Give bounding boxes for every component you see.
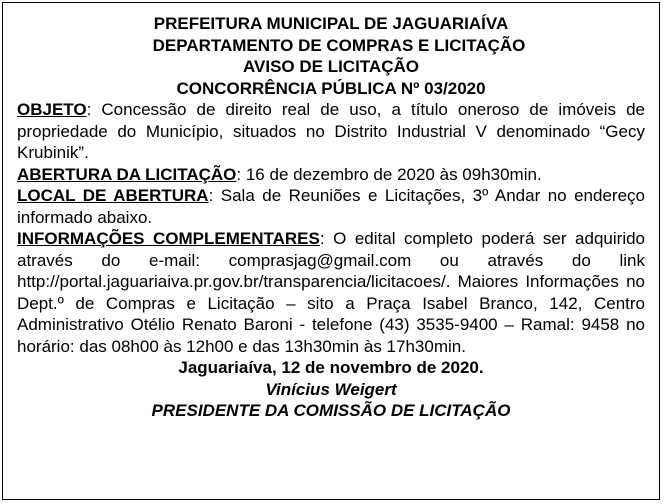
objeto-label: OBJETO [17, 100, 87, 119]
abertura-label: ABERTURA DA LICITAÇÃO [17, 164, 237, 184]
header-municipality: PREFEITURA MUNICIPAL DE JAGUARIAÍVA [153, 14, 509, 33]
local-label: LOCAL DE ABERTURA [17, 186, 209, 205]
signer-role: PRESIDENTE DA COMISSÃO DE LICITAÇÃO [151, 401, 511, 420]
header-notice-title: AVISO DE LICITAÇÃO [243, 57, 419, 76]
header-department: DEPARTAMENTO DE COMPRAS E LICITAÇÃO [152, 35, 526, 55]
informacoes-paragraph [17, 228, 645, 357]
objeto-text: : Concessão de direito real de uso, a título oneroso de imóveis de propriedade do Município, situados no Distrito Industrial V denominado “Gecy Krubinik”. [17, 100, 645, 162]
header-bid-number: CONCORRÊNCIA PÚBLICA Nº 03/2020 [176, 78, 486, 98]
local-paragraph [17, 185, 645, 228]
abertura-text: : 16 de dezembro de 2020 às 09h30min. [236, 164, 542, 184]
objeto-paragraph [17, 99, 645, 164]
local-text: : Sala de Reuniões e Licitações, 3º Andar no endereço informado abaixo. [17, 186, 645, 227]
informacoes-text: : O edital completo poderá ser adquirido através do e-mail: comprasjag@gmail.com ou através do link http://portal.jaguariaiva.pr.gov.br/transparencia/licitacoes/. Maiores Informações no Dept.º de Compras e Licitação – sito a Praça Isabel Branco, 142, Centro Administrativo Otélio Renato Baroni - telefone (43) 3535-9400 – Ramal: 9458 no horário: das 08h00 às 12h00 e das 13h30min às 17h30min. [17, 229, 646, 356]
place-date: Jaguariaíva, 12 de novembro de 2020. [178, 358, 484, 377]
bid-notice [2, 2, 660, 500]
informacoes-label: INFORMAÇÕES COMPLEMENTARES [17, 229, 320, 248]
abertura-paragraph [17, 164, 645, 186]
signer-name: Vinícius Weigert [265, 379, 397, 399]
